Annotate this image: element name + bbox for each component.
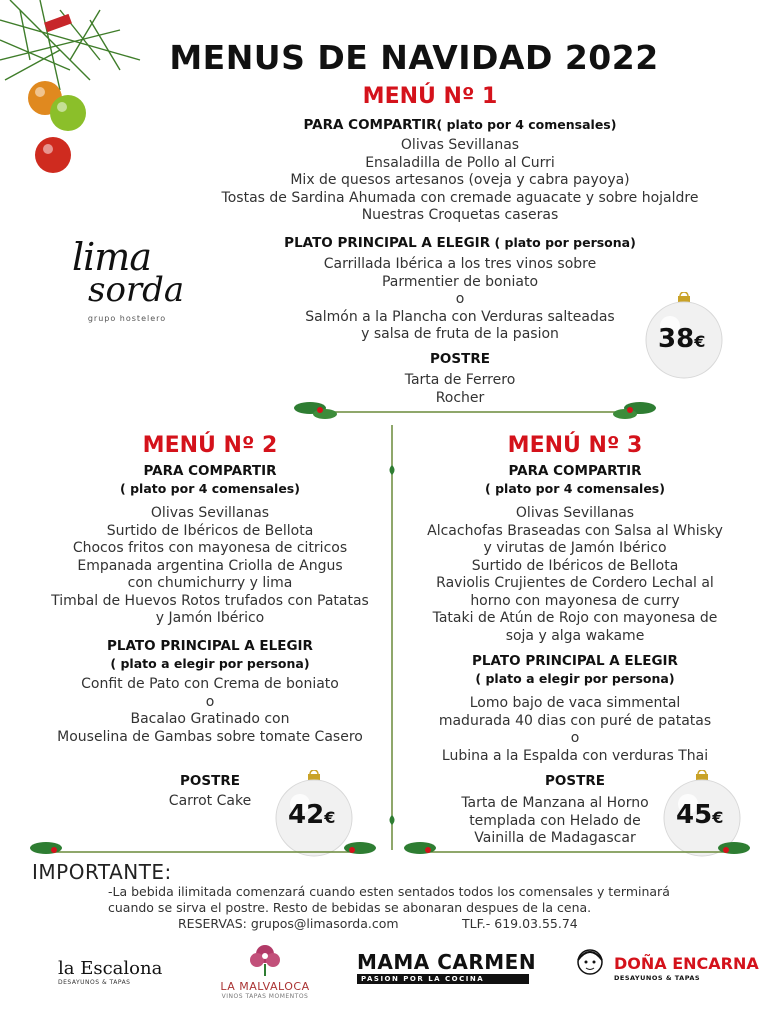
menu-item: y Jamón Ibérico <box>155 610 265 626</box>
flower-icon <box>245 940 285 976</box>
menu1-share-list <box>150 137 768 225</box>
menu-item: Confit de Pato con Crema de boniato <box>81 676 339 692</box>
menu-item: o <box>455 291 465 307</box>
mama-carmen-logo: MAMA CARMEN PASION POR LA COCINA <box>357 950 537 983</box>
menu-item: con chumichurry y lima <box>127 575 293 591</box>
menu-item: y virutas de Jamón Ibérico <box>483 540 667 556</box>
menu-item: Ensaladilla de Pollo al Curri <box>365 154 555 171</box>
menu-item: Lubina a la Espalda con verduras Thai <box>441 747 709 764</box>
menu-item: soja y alga wakame <box>505 627 645 644</box>
menu-item: Olivas Sevillanas <box>150 505 270 521</box>
menu-item: Nuestras Croquetas caseras <box>361 207 559 223</box>
menu-item: Bacalao Gratinado con <box>130 711 290 727</box>
menu2-dessert-title: POSTRE <box>180 773 240 789</box>
menu-item: y salsa de fruta de la pasion <box>361 326 559 342</box>
menu-item: o <box>205 693 215 710</box>
price-label: 38€ <box>658 324 706 354</box>
menu-item: madurada 40 dias con puré de patatas <box>438 712 712 729</box>
menu2-share-sub: ( plato por 4 comensales) <box>120 481 300 496</box>
christmas-branch-decoration <box>0 0 150 180</box>
menu-item: Carrillada Ibérica a los tres vinos sobre <box>323 256 597 272</box>
important-heading: IMPORTANTE: <box>32 860 172 884</box>
menu-item: o <box>570 730 580 746</box>
menu-item: Alcachofas Braseadas con Salsa al Whisky <box>427 522 723 539</box>
menu-item: Mix de quesos artesanos (oveja y cabra payoya) <box>290 172 630 188</box>
reservas-email: RESERVAS: grupos@limasorda.com <box>178 916 399 931</box>
menu-item: Timbal de Huevos Rotos trufados con Patatas <box>51 592 369 609</box>
important-notes: -La bebida ilimitada comenzará cuando esten sentados todos los comensales y terminará cuando se sirva el postre. Resto de bebidas se abonaran despues de la cena. <box>108 884 670 915</box>
menu2-main-list <box>20 676 400 746</box>
menu3-share-sub: ( plato por 4 comensales) <box>485 481 665 496</box>
menu1-main-title: PLATO PRINCIPAL A ELEGIR ( plato por persona) <box>284 235 636 251</box>
menu-item: Carrot Cake <box>168 793 252 809</box>
menu-item: Tarta de Manzana al Horno <box>461 795 649 811</box>
menu3-main-title: PLATO PRINCIPAL A ELEGIR <box>472 653 678 669</box>
menu-item: Parmentier de boniato <box>381 273 539 290</box>
menu-item: templada con Helado de <box>469 812 641 829</box>
menu1-dessert-title: POSTRE <box>430 351 490 367</box>
menu-item: Olivas Sevillanas <box>515 505 635 521</box>
price-label: 42€ <box>288 800 336 830</box>
la-escalona-logo: la Escalona DESAYUNOS & TAPAS <box>58 958 163 986</box>
la-malvaloca-logo: LA MALVALOCA VINOS TAPAS MOMENTOS <box>215 940 315 1000</box>
menu3-main-sub: ( plato a elegir por persona) <box>475 671 675 686</box>
menu3-heading: MENÚ Nº 3 <box>507 433 643 458</box>
menu3-dessert-title: POSTRE <box>545 773 605 789</box>
menu-item: Vainilla de Madagascar <box>474 830 636 846</box>
price-ornament-menu1 <box>640 292 728 380</box>
menu-item: Lomo bajo de vaca simmental <box>469 695 681 711</box>
menu-item: Tarta de Ferrero <box>404 372 516 388</box>
menu2-main-title: PLATO PRINCIPAL A ELEGIR <box>107 638 313 654</box>
menu-item: Surtido de Ibéricos de Bellota <box>471 557 679 574</box>
menu-item: horno con mayonesa de curry <box>470 592 680 609</box>
menu-item: Olivas Sevillanas <box>400 137 520 153</box>
page-title: MENUS DE NAVIDAD 2022 <box>169 38 659 77</box>
menu-item: Empanada argentina Criolla de Angus <box>77 557 343 574</box>
lima-sorda-logo: lima sorda grupo hostelero <box>72 235 185 323</box>
menu2-share-title: PARA COMPARTIR <box>143 463 277 479</box>
holly-divider <box>28 838 378 862</box>
menu-item: Rocher <box>435 389 485 406</box>
menu-item: Surtido de Ibéricos de Bellota <box>106 522 314 539</box>
menu-item: Tataki de Atún de Rojo con mayonesa de <box>432 610 718 626</box>
menu-item: Salmón a la Plancha con Verduras salteadas <box>305 308 615 325</box>
menu1-heading: MENÚ Nº 1 <box>362 84 498 109</box>
holly-divider <box>290 398 660 422</box>
holly-divider <box>402 838 752 862</box>
menu2-main-sub: ( plato a elegir por persona) <box>110 656 310 671</box>
menu-item: Chocos fritos con mayonesa de citricos <box>72 540 348 556</box>
menu3-share-title: PARA COMPARTIR <box>508 463 642 479</box>
menu-item: Mouselina de Gambas sobre tomate Casero <box>57 728 363 745</box>
menu3-share-list <box>400 505 750 645</box>
menu2-share-list <box>20 505 400 628</box>
reservas-phone: TLF.- 619.03.55.74 <box>462 916 578 931</box>
vertical-divider <box>386 425 398 850</box>
woman-portrait-icon <box>570 944 610 984</box>
menu3-main-list <box>400 695 750 765</box>
price-label: 45€ <box>676 800 724 830</box>
menu1-share-title: PARA COMPARTIR( plato por 4 comensales) <box>303 117 617 133</box>
menu2-heading: MENÚ Nº 2 <box>142 433 278 458</box>
menu-item: Raviolis Crujientes de Cordero Lechal al <box>436 575 714 591</box>
menu-item: Tostas de Sardina Ahumada con cremade aguacate y sobre hojaldre <box>221 189 699 206</box>
